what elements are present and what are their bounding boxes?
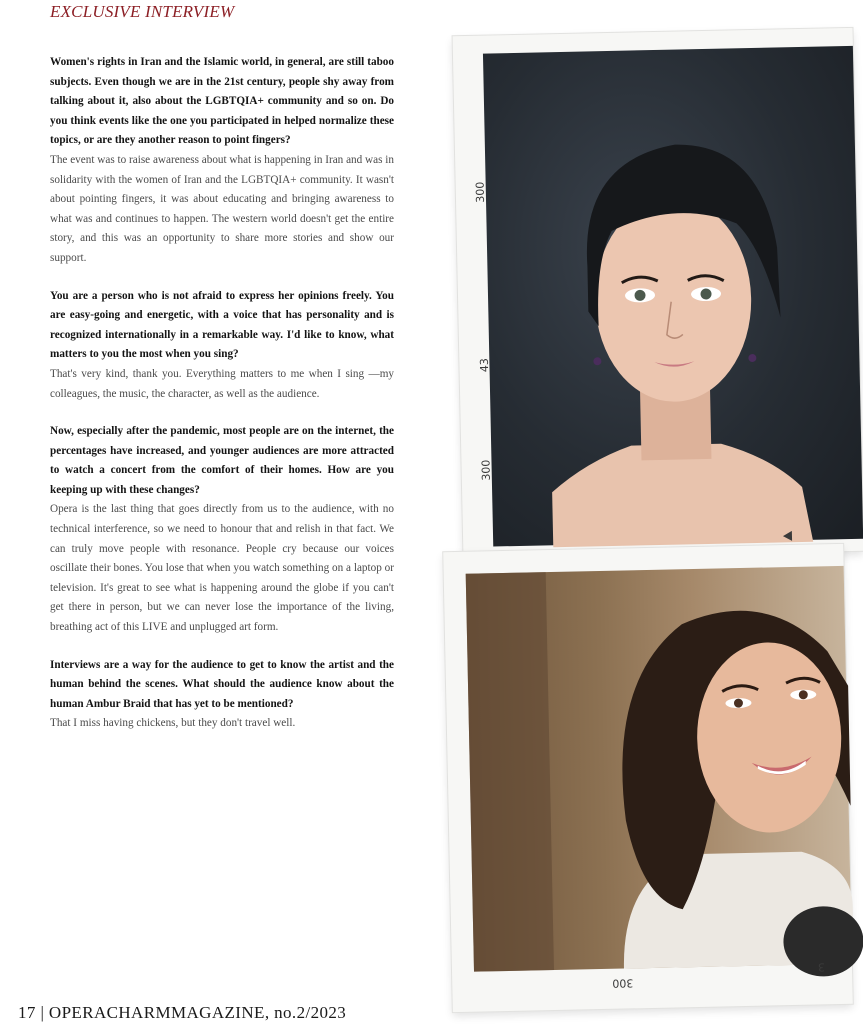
interview-answer: The event was to raise awareness about what is happening in Iran and was in solidarity with the women of Iran and the LGBTQIA+ community. It wasn't about pointing fingers, it was about educating and bringing awareness to what was and continues to happen. The western world doesn't get the entire story, and this was an opportunity to share more stories and show our support. xyxy=(50,153,394,264)
film-arrow-icon xyxy=(783,531,792,541)
film-frame-number: 300 xyxy=(479,459,493,481)
interview-question: You are a person who is not afraid to express her opinions freely. You are easy-going and energetic, with a voice that has personality and is recognized internationally in a remarkable way. I'd like to know, what matters to you the most when you sing? xyxy=(50,289,394,361)
interview-answer: That's very kind, thank you. Everything matters to me when I sing —my colleagues, the music, the character, as well as the audience. xyxy=(50,367,394,400)
interview-question: Women's rights in Iran and the Islamic world, in general, are still taboo subjects. Even though we are in the 21st century, people shy away from talking about it, also about the LGBTQIA+ community and so on. Do you think events like the one you participated in helped normalize these topics, or are they another reason to point fingers? xyxy=(50,56,394,147)
portrait-frame-top xyxy=(453,28,863,559)
portrait-image-bottom xyxy=(466,566,854,972)
interview-answer: Opera is the last thing that goes directly from us to the audience, with no technical interference, so we need to honour that and relish in that fact. We can truly move people with resonance. People cry because our voices oscillate their bones. You lose that when you watch something on a laptop or television. It's great to see what is happening around the globe if you can't get there in person, but we can never lose the importance of the living, breathing act of this LIVE and unplugged art form. xyxy=(50,503,394,634)
film-frame-number: 300 xyxy=(473,181,488,203)
qa-block xyxy=(50,422,394,638)
qa-block xyxy=(50,287,394,405)
portrait-image-top xyxy=(483,46,863,549)
interview-question: Interviews are a way for the audience to get to know the artist and the human behind the scenes. What should the audience know about the human Ambur Braid that has yet to be mentioned? xyxy=(50,658,394,710)
interview-question: Now, especially after the pandemic, most people are on the internet, the percentages have increased, and younger audiences are more attracted to watch a concert from the comfort of their homes. How are you keeping up with these changes? xyxy=(50,425,394,496)
section-label: EXCLUSIVE INTERVIEW xyxy=(50,2,235,21)
interview-answer: That I miss having chickens, but they don't travel well. xyxy=(50,717,296,730)
film-frame-number: 3 xyxy=(817,960,826,974)
qa-block xyxy=(50,656,394,734)
page-footer: 17 | OPERACHARMMAGAZINE, no.2/2023 xyxy=(18,1003,347,1022)
interview-article xyxy=(50,53,394,752)
film-frame-number: 43 xyxy=(477,358,492,373)
portrait-photo-top xyxy=(483,46,863,547)
film-frame-number: 300 xyxy=(612,976,634,990)
portrait-photo-bottom xyxy=(466,566,852,972)
portrait-frame-bottom xyxy=(443,544,853,1012)
qa-block xyxy=(50,53,394,269)
